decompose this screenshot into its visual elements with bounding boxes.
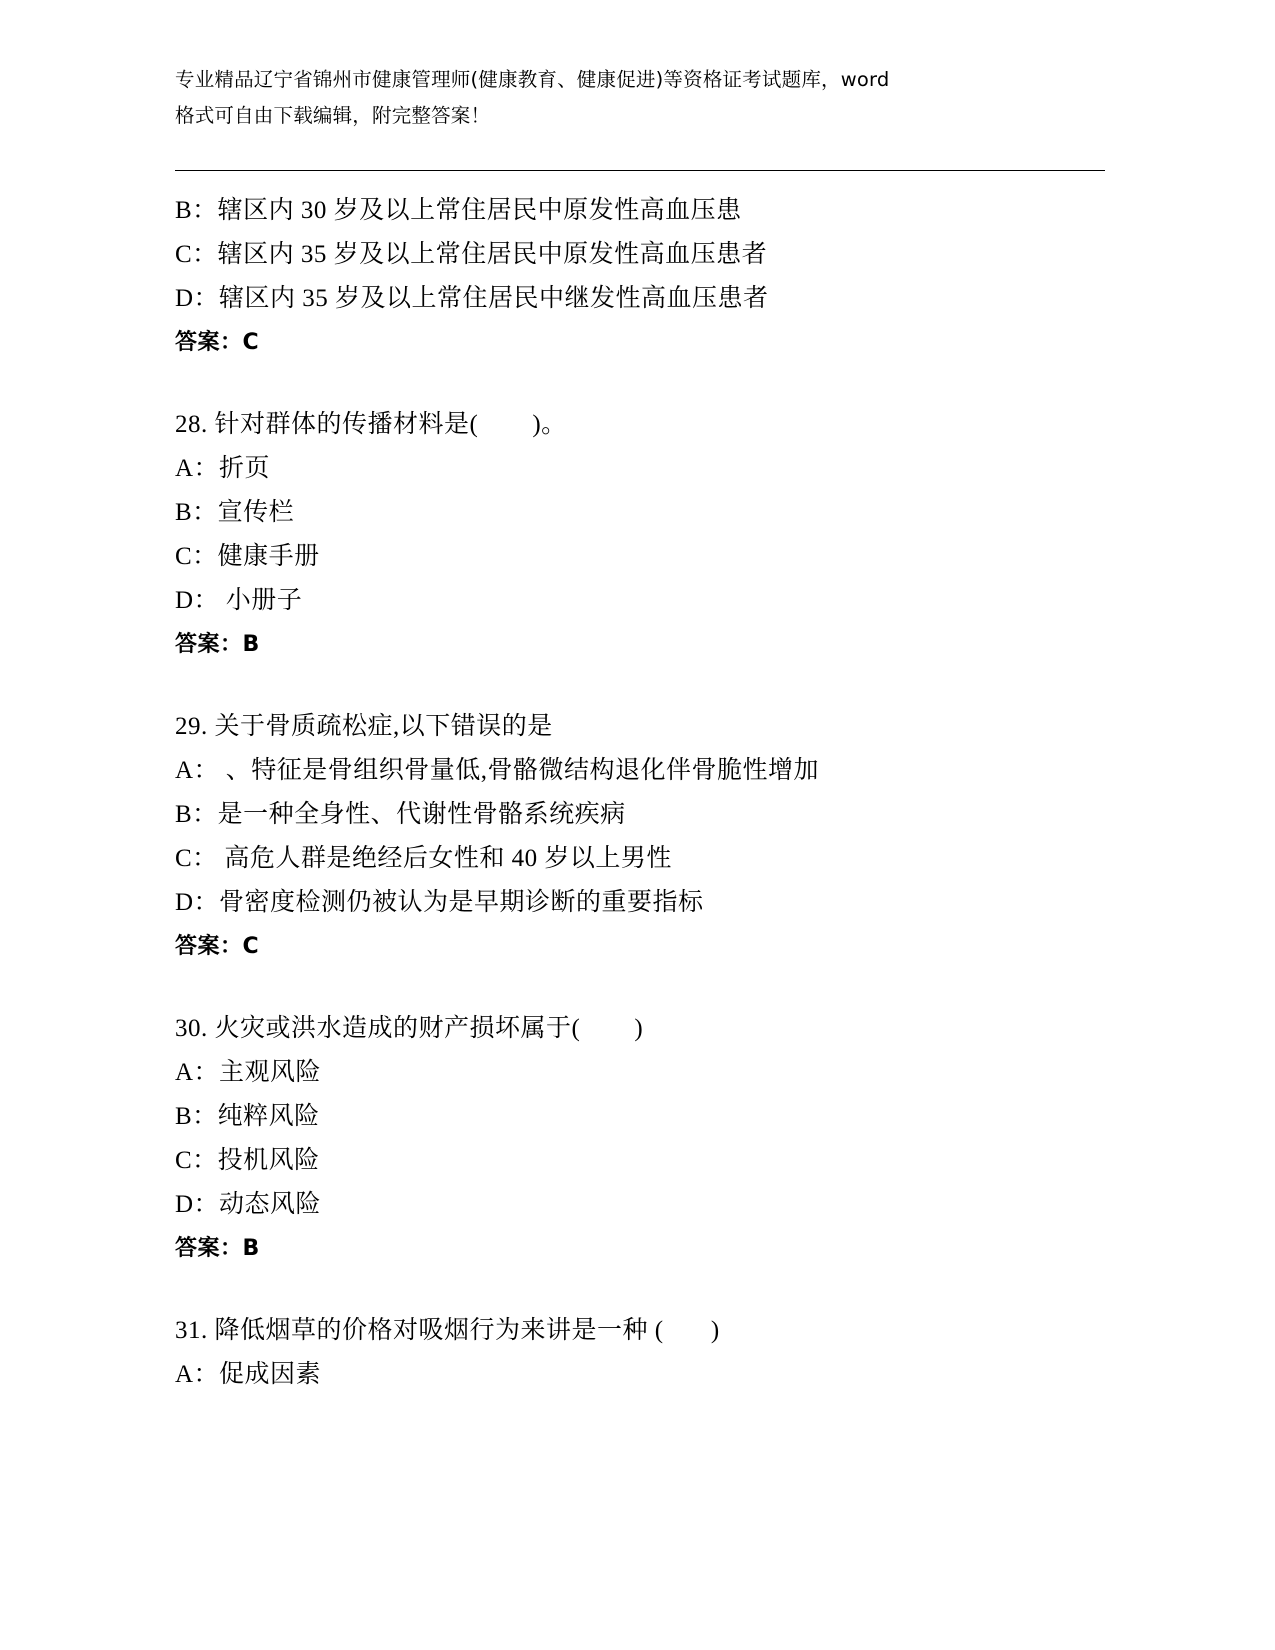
answer-line: 答案：B [175, 632, 260, 657]
question-partial [175, 189, 1115, 365]
option-a: A：折页 [175, 455, 271, 482]
option-d: D：骨密度检测仍被认为是早期诊断的重要指标 [175, 889, 704, 916]
option-c: C：健康手册 [175, 543, 320, 570]
header-line-1: 专业精品辽宁省锦州市健康管理师(健康教育、健康促进)等资格证考试题库，word [175, 68, 890, 91]
question-spacer [175, 1271, 1115, 1309]
question-31 [175, 1309, 1115, 1397]
option-a: A：促成因素 [175, 1361, 322, 1388]
page-header [175, 62, 1115, 134]
option-d: D：动态风险 [175, 1191, 322, 1218]
option-b: B：宣传栏 [175, 499, 295, 526]
question-stem: 28. 针对群体的传播材料是( )。 [175, 411, 567, 438]
option-d: D：辖区内 35 岁及以上常住居民中继发性高血压患者 [175, 285, 769, 312]
question-spacer [175, 969, 1115, 1007]
question-spacer [175, 365, 1115, 403]
option-c: C：辖区内 35 岁及以上常住居民中原发性高血压患者 [175, 241, 768, 268]
option-c: C：投机风险 [175, 1147, 320, 1174]
option-b: B：辖区内 30 岁及以上常住居民中原发性高血压患 [175, 197, 742, 224]
question-spacer [175, 667, 1115, 705]
option-b: B：是一种全身性、代谢性骨骼系统疾病 [175, 801, 626, 828]
header-divider [175, 170, 1105, 171]
answer-line: 答案：C [175, 330, 260, 355]
question-stem: 31. 降低烟草的价格对吸烟行为来讲是一种 ( ) [175, 1317, 720, 1344]
question-stem: 30. 火灾或洪水造成的财产损坏属于( ) [175, 1015, 644, 1042]
option-c: C： 高危人群是绝经后女性和 40 岁以上男性 [175, 845, 672, 872]
document-body [175, 189, 1115, 1397]
option-a: A： 、特征是骨组织骨量低,骨骼微结构退化伴骨脆性增加 [175, 757, 820, 784]
option-b: B：纯粹风险 [175, 1103, 320, 1130]
answer-line: 答案：B [175, 1236, 260, 1261]
question-28 [175, 403, 1115, 667]
option-a: A：主观风险 [175, 1059, 322, 1086]
option-d: D： 小册子 [175, 587, 303, 614]
question-stem: 29. 关于骨质疏松症,以下错误的是 [175, 713, 553, 740]
question-30 [175, 1007, 1115, 1271]
question-29 [175, 705, 1115, 969]
header-line-2: 格式可自由下载编辑，附完整答案！ [175, 104, 491, 127]
answer-line: 答案：C [175, 934, 260, 959]
